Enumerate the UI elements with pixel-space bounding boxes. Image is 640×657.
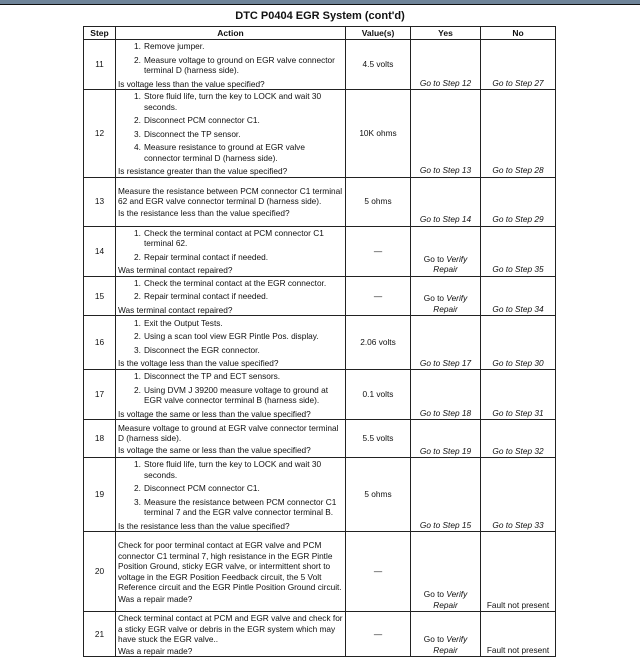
action-question: Was terminal contact repaired? <box>118 304 233 315</box>
value-cell: 10K ohms <box>346 90 411 178</box>
no-link-text: Go to Step 27 <box>492 77 544 88</box>
action-step-item <box>118 291 343 302</box>
item-number: 2. <box>134 331 141 341</box>
yes-text: Go to <box>423 293 447 303</box>
item-number: 2. <box>134 54 141 65</box>
item-number: 3. <box>134 496 141 507</box>
item-number: 4. <box>134 142 141 152</box>
action-cell <box>116 226 346 276</box>
column-header-step: Step <box>84 27 116 40</box>
yes-link-text: Go to Step 12 <box>419 77 472 88</box>
step-number: 13 <box>84 177 116 226</box>
yes-result-cell <box>411 532 481 612</box>
item-text: Exit the Output Tests. <box>144 317 223 328</box>
value-cell: 5 ohms <box>346 458 411 532</box>
yes-result-cell <box>411 316 481 370</box>
action-cell <box>116 370 346 420</box>
action-cell <box>116 458 346 532</box>
action-question: Is voltage less than the value specified? <box>118 78 265 89</box>
no-result-cell <box>481 532 556 612</box>
no-link-text: Go to Step 34 <box>492 303 544 314</box>
action-paragraph: Measure voltage to ground at EGR valve connector terminal D (harness side). <box>118 422 339 444</box>
value-cell: — <box>346 226 411 276</box>
table-row <box>84 420 556 458</box>
no-link-text: Go to Step 33 <box>492 519 544 530</box>
step-number: 14 <box>84 226 116 276</box>
item-number: 1. <box>134 227 141 238</box>
page-title: DTC P0404 EGR System (cont'd) <box>235 10 405 22</box>
item-number: 2. <box>134 483 141 493</box>
item-number: 2. <box>134 251 141 262</box>
action-question: Is resistance greater than the value specified? <box>118 166 288 176</box>
item-number: 2. <box>134 115 141 125</box>
column-header-action: Action <box>116 27 346 40</box>
no-link-text: Go to Step 31 <box>492 407 544 418</box>
item-number: 1. <box>134 317 141 328</box>
action-step-item <box>118 278 343 289</box>
no-link-text: Go to Step 30 <box>492 357 544 368</box>
value-cell: 5.5 volts <box>346 420 411 458</box>
yes-link-text: Go to Step 18 <box>419 407 472 418</box>
item-number: 3. <box>134 344 141 355</box>
item-text: Repair terminal contact if needed. <box>144 291 269 301</box>
value-cell: — <box>346 532 411 612</box>
table-row <box>84 177 556 226</box>
value-cell: 4.5 volts <box>346 40 411 90</box>
item-text: Disconnect the TP and ECT sensors. <box>144 371 281 381</box>
no-result-cell <box>481 370 556 420</box>
yes-link-text: Go to Step 17 <box>419 357 472 368</box>
no-link-text: Go to Step 28 <box>492 165 544 175</box>
value-cell: 5 ohms <box>346 177 411 226</box>
action-cell <box>116 532 346 612</box>
table-row <box>84 226 556 276</box>
yes-link-text: Verify Repair <box>433 293 468 314</box>
no-text: Fault not present <box>486 599 550 610</box>
table-row <box>84 532 556 612</box>
yes-link-text: Verify Repair <box>433 634 468 655</box>
no-result-cell <box>481 226 556 276</box>
table-row <box>84 40 556 90</box>
item-text: Using a scan tool view EGR Pintle Pos. display. <box>144 331 319 341</box>
yes-result-cell <box>411 420 481 458</box>
step-number: 17 <box>84 370 116 420</box>
item-text: Measure voltage to ground on EGR valve connector terminal D (harness side). <box>144 54 335 75</box>
item-text: Measure the resistance between PCM connector C1 terminal 7 and the EGR valve connector terminal B. <box>144 496 337 517</box>
step-number: 21 <box>84 612 116 657</box>
yes-result-cell <box>411 90 481 178</box>
step-number: 18 <box>84 420 116 458</box>
table-row <box>84 370 556 420</box>
no-result-cell <box>481 458 556 532</box>
action-step-item <box>118 331 343 342</box>
yes-result-cell <box>411 40 481 90</box>
action-question: Is voltage the same or less than the value specified? <box>118 444 311 455</box>
item-text: Disconnect the TP sensor. <box>144 128 241 139</box>
item-number: 1. <box>134 41 141 51</box>
yes-text: Go to <box>423 253 447 264</box>
no-link-text: Go to Step 32 <box>492 445 544 456</box>
yes-text: Go to <box>423 589 447 599</box>
action-step-item <box>118 142 343 163</box>
action-paragraph: Check for poor terminal contact at EGR valve and PCM connector C1 terminal 7, high resistance in the EGR Pintle Position Ground, sticky EGR valve, or intermittent short to voltage in the EGR Position Feedback circuit, the 5 Volt Reference circuit and the EGR Pintle Position Ground circuit. <box>118 540 342 592</box>
step-number: 12 <box>84 90 116 178</box>
item-text: Disconnect the EGR connector. <box>144 344 260 355</box>
action-question: Was terminal contact repaired? <box>118 265 233 275</box>
action-cell <box>116 177 346 226</box>
item-number: 1. <box>134 459 141 469</box>
yes-link-text: Verify Repair <box>433 253 468 274</box>
no-result-cell <box>481 316 556 370</box>
action-paragraph: Check terminal contact at PCM and EGR valve and check for a sticky EGR valve or debris in the EGR system which may have stuck the EGR valve.. <box>118 613 343 644</box>
yes-link-text: Go to Step 19 <box>419 445 472 456</box>
action-step-item <box>118 371 343 382</box>
no-result-cell <box>481 177 556 226</box>
yes-link-text: Go to Step 15 <box>419 519 472 530</box>
yes-result-cell <box>411 458 481 532</box>
item-number: 1. <box>134 371 141 381</box>
no-result-cell <box>481 90 556 178</box>
step-number: 16 <box>84 316 116 370</box>
item-text: Check the terminal contact at the EGR connector. <box>144 277 327 288</box>
action-step-item <box>118 497 343 518</box>
no-link-text: Go to Step 35 <box>492 264 544 274</box>
action-question: Was a repair made? <box>118 645 193 656</box>
yes-result-cell <box>411 177 481 226</box>
action-question: Is the resistance less than the value specified? <box>118 207 290 218</box>
yes-link-text: Verify Repair <box>433 589 468 610</box>
item-text: Disconnect PCM connector C1. <box>144 115 260 125</box>
table-row <box>84 316 556 370</box>
table-row <box>84 276 556 316</box>
item-text: Store fluid life, turn the key to LOCK and wait 30 seconds. <box>144 459 322 480</box>
action-question: Was a repair made? <box>118 593 193 604</box>
item-text: Disconnect PCM connector C1. <box>144 483 260 493</box>
step-number: 15 <box>84 276 116 316</box>
action-step-item <box>118 41 343 52</box>
table-row <box>84 90 556 178</box>
value-cell: 0.1 volts <box>346 370 411 420</box>
yes-link-text: Go to Step 13 <box>419 165 472 175</box>
action-question: Is voltage the same or less than the value specified? <box>118 408 311 419</box>
action-question: Is the resistance less than the value specified? <box>118 520 290 531</box>
item-number: 2. <box>134 291 141 301</box>
column-header-no: No <box>481 27 556 40</box>
step-number: 19 <box>84 458 116 532</box>
action-cell <box>116 276 346 316</box>
value-cell: 2.06 volts <box>346 316 411 370</box>
item-text: Store fluid life, turn the key to LOCK and wait 30 seconds. <box>144 91 322 112</box>
yes-text: Go to <box>423 634 447 644</box>
action-step-item <box>118 483 343 494</box>
item-number: 1. <box>134 91 141 101</box>
table-header-row <box>84 27 556 40</box>
item-number: 1. <box>134 277 141 288</box>
action-step-item <box>118 55 343 76</box>
yes-result-cell <box>411 226 481 276</box>
item-text: Repair terminal contact if needed. <box>144 251 269 262</box>
action-step-item <box>118 385 343 406</box>
no-text: Fault not present <box>486 644 550 655</box>
action-cell <box>116 420 346 458</box>
no-result-cell <box>481 276 556 316</box>
yes-result-cell <box>411 276 481 316</box>
step-number: 11 <box>84 40 116 90</box>
action-step-item <box>118 345 343 356</box>
action-step-item <box>118 459 343 480</box>
column-header-yes: Yes <box>411 27 481 40</box>
action-question: Is the voltage less than the value specified? <box>118 358 279 368</box>
value-cell: — <box>346 276 411 316</box>
item-text: Measure resistance to ground at EGR valve connector terminal D (harness side). <box>144 142 305 163</box>
diagnostic-table <box>83 26 556 657</box>
action-step-item <box>118 129 343 140</box>
item-text: Using DVM J 39200 measure voltage to ground at EGR valve connector terminal B (harness side). <box>144 384 329 405</box>
column-header-values: Value(s) <box>346 27 411 40</box>
action-step-item <box>118 115 343 126</box>
window-top-bar <box>0 0 640 5</box>
action-step-item <box>118 252 343 263</box>
action-step-item <box>118 228 343 249</box>
action-cell <box>116 316 346 370</box>
no-result-cell <box>481 420 556 458</box>
action-step-item <box>118 318 343 329</box>
step-number: 20 <box>84 532 116 612</box>
yes-result-cell <box>411 370 481 420</box>
yes-link-text: Go to Step 14 <box>419 214 472 224</box>
item-number: 3. <box>134 128 141 139</box>
action-paragraph: Measure the resistance between PCM connector C1 terminal 62 and EGR valve connector terminal D (harness side). <box>118 185 343 207</box>
item-text: Check the terminal contact at PCM connector C1 terminal 62. <box>144 227 324 248</box>
item-text: Remove jumper. <box>144 41 205 51</box>
action-step-item <box>118 91 343 112</box>
no-result-cell <box>481 40 556 90</box>
value-cell: — <box>346 612 411 657</box>
item-number: 2. <box>134 384 141 395</box>
no-link-text: Go to Step 29 <box>492 214 544 224</box>
action-cell <box>116 40 346 90</box>
action-cell <box>116 90 346 178</box>
table-row <box>84 458 556 532</box>
